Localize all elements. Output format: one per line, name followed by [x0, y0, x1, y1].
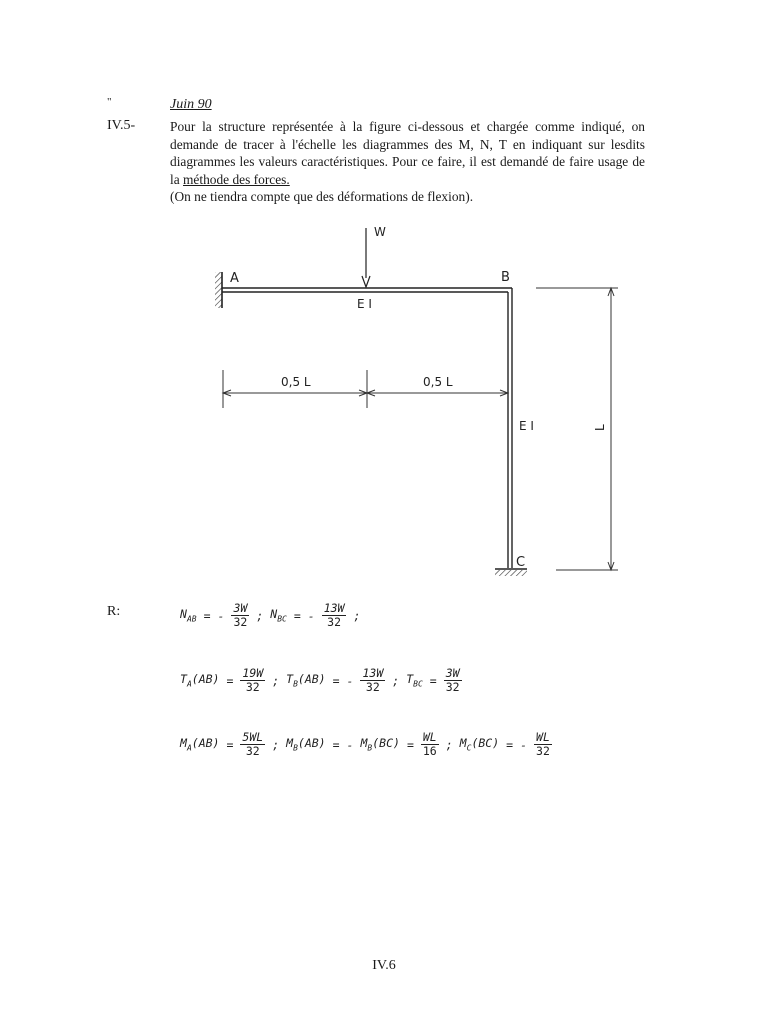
- exam-date: Juin 90: [170, 97, 212, 112]
- eq-equals: =: [332, 737, 340, 752]
- eq-minus: -: [520, 737, 528, 752]
- eq-minus: -: [307, 608, 315, 623]
- problem-note: (On ne tiendra compte que des déformations de flexion).: [170, 189, 474, 205]
- eq-equals: =: [406, 737, 414, 752]
- span-right-label: 0,5 L: [423, 375, 453, 389]
- node-b-label: B: [501, 270, 510, 285]
- eq-equals: =: [226, 737, 234, 752]
- eq-equals: =: [429, 673, 437, 688]
- fraction: $\frac{WL}{16}$: [422, 730, 437, 758]
- eq-separator: ;: [272, 673, 280, 688]
- page-number: IV.6: [372, 958, 396, 973]
- node-c-label: C: [516, 555, 526, 570]
- eq-symbol: $M_B(AB)$: [286, 736, 326, 753]
- eq-equals: =: [226, 673, 234, 688]
- results-label: R:: [107, 604, 121, 619]
- eq-separator: ;: [353, 608, 361, 623]
- fraction: $\frac{19W}{32}$: [242, 666, 264, 694]
- fraction: $\frac{3W}{32}$: [233, 601, 248, 629]
- eq-minus: -: [217, 608, 225, 623]
- eq-separator: ;: [445, 737, 453, 752]
- eq-symbol: $M_C(BC)$: [459, 736, 500, 753]
- fraction: $\frac{5WL}{32}$: [242, 730, 264, 758]
- beam-ei-label: E I: [357, 297, 372, 311]
- eq-symbol: $N_{AB}$: [180, 607, 197, 624]
- eq-equals: =: [293, 608, 301, 623]
- load-label: W: [374, 225, 386, 239]
- eq-equals: =: [332, 673, 340, 688]
- eq-equals: =: [506, 737, 514, 752]
- eq-symbol: $T_A(AB)$: [180, 672, 220, 689]
- support-a-hatch: [215, 272, 222, 308]
- eq-symbol: $N_{BC}$: [270, 607, 287, 624]
- equation-shear-forces: [180, 667, 469, 694]
- fraction: $\frac{WL}{32}$: [536, 730, 550, 758]
- span-left-label: 0,5 L: [281, 375, 311, 389]
- column-ei-label: E I: [519, 419, 534, 433]
- eq-minus: -: [346, 673, 354, 688]
- height-label: L: [593, 424, 607, 431]
- eq-equals: =: [203, 608, 211, 623]
- eq-separator: ;: [392, 673, 400, 688]
- fraction: $\frac{13W}{32}$: [323, 601, 345, 629]
- eq-separator: ;: [256, 608, 264, 623]
- method-name: méthode des forces.: [183, 171, 290, 187]
- exercise-number: IV.5-: [107, 118, 136, 133]
- equation-moments: [180, 731, 559, 758]
- margin-mark: ": [107, 96, 112, 108]
- support-c-hatch: [495, 570, 527, 576]
- node-a-label: A: [230, 271, 239, 286]
- eq-minus: -: [346, 737, 354, 752]
- fraction: $\frac{13W}{32}$: [362, 666, 384, 694]
- eq-symbol: $T_B(AB)$: [286, 672, 326, 689]
- eq-symbol: $M_A(AB)$: [180, 736, 220, 753]
- eq-symbol: $M_B(BC)$: [360, 736, 400, 753]
- problem-text-main: Pour la structure représentée à la figure ci-dessous et chargée comme indiqué, on demande de tracer à l'échelle les diagrammes des M, N, T en indiquant sur lesdits diagrammes les valeurs caractéristiques. Pour ce faire, il est demandé de faire usage de la: [170, 119, 645, 187]
- eq-symbol: $T_{BC}$: [406, 672, 423, 689]
- eq-separator: ;: [272, 737, 280, 752]
- equation-normal-forces: [180, 602, 367, 629]
- fraction: $\frac{3W}{32}$: [445, 666, 460, 694]
